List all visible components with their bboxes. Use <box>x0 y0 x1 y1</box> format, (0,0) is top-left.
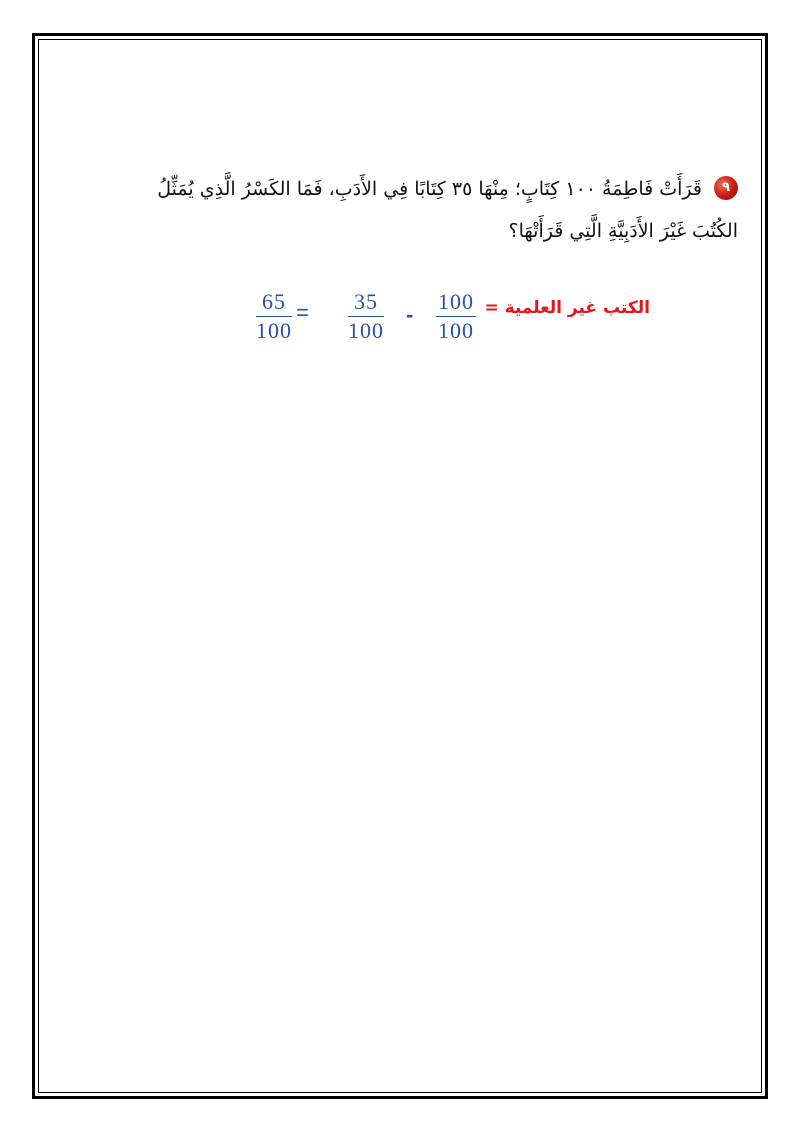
answer-label: الكتب غير العلمية = <box>484 298 650 318</box>
answer-equation <box>250 290 660 346</box>
fraction-literature-denominator: 100 <box>348 318 384 343</box>
equals-operator: = <box>296 300 309 325</box>
fraction-result-numerator: 65 <box>256 290 292 317</box>
question-text: قَرَأَتْ فَاطِمَةُ ١٠٠ كِتَابٍ؛ مِنْهَا ٣٥ كِتَابًا فِي الأَدَبِ، فَمَا الكَسْرُ الَّذِي يُمَثِّلُ الكُتُبَ غَيْرَ الأَدَبِيَّةِ الَّتِي قَرَأَتْهَا؟ <box>157 178 738 242</box>
fraction-result-denominator: 100 <box>256 318 292 343</box>
fraction-whole-denominator: 100 <box>438 318 474 343</box>
fraction-whole <box>436 290 476 343</box>
fraction-whole-numerator: 100 <box>436 290 476 317</box>
fraction-literature <box>348 290 384 343</box>
fraction-literature-numerator: 35 <box>348 290 384 317</box>
minus-operator: - <box>406 302 414 327</box>
question-block <box>110 168 738 252</box>
question-number-badge: ٩ <box>714 176 738 200</box>
fraction-result <box>256 290 292 343</box>
